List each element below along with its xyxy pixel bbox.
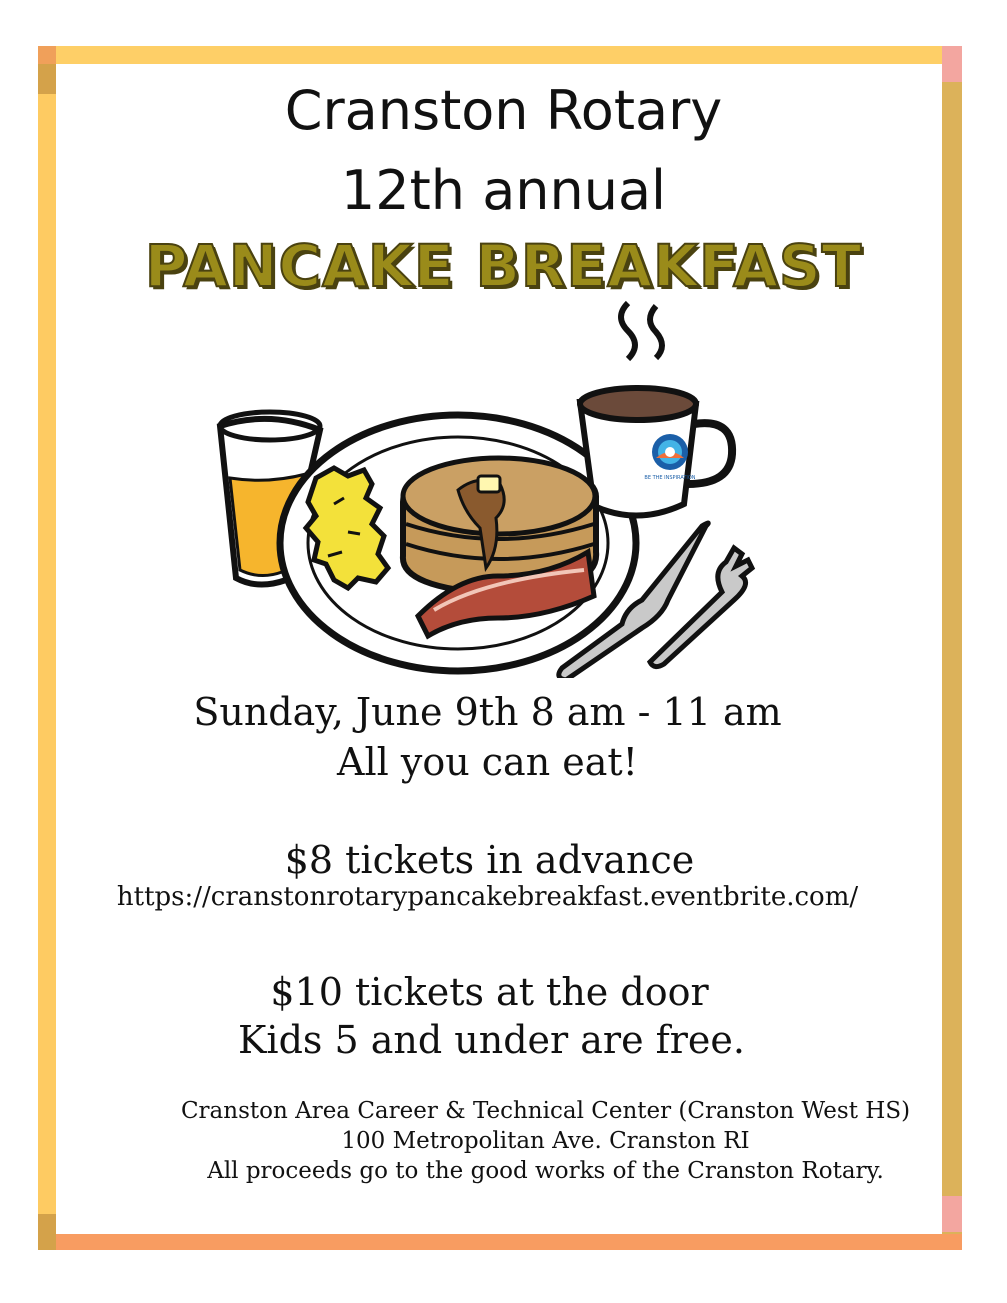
border-left xyxy=(38,46,56,1250)
door-ticket-price: $10 tickets at the door xyxy=(270,970,709,1014)
advance-ticket-price: $8 tickets in advance xyxy=(284,838,695,882)
kids-free-note: Kids 5 and under are free. xyxy=(238,1018,745,1062)
event-headline: PANCAKE BREAKFAST xyxy=(144,232,863,300)
title-organization: Cranston Rotary xyxy=(284,79,723,142)
border-top xyxy=(38,46,962,64)
border-accent xyxy=(38,46,56,64)
event-date-time: Sunday, June 9th 8 am - 11 am xyxy=(193,690,782,734)
venue-address: 100 Metropolitan Ave. Cranston RI xyxy=(341,1128,750,1154)
title-edition: 12th annual xyxy=(340,159,667,222)
venue-name: Cranston Area Career & Technical Center (Cranston West HS) xyxy=(180,1098,911,1124)
proceeds-note: All proceeds go to the good works of the Cranston Rotary. xyxy=(207,1158,884,1184)
border-accent xyxy=(942,1196,962,1232)
border-accent xyxy=(38,1214,56,1250)
border-accent xyxy=(942,46,962,82)
border-bottom xyxy=(38,1234,962,1250)
border-right xyxy=(942,46,962,1250)
coffee-mug-icon xyxy=(580,303,732,516)
all-you-can-eat: All you can eat! xyxy=(337,740,638,784)
breakfast-illustration xyxy=(208,298,768,678)
mug-slogan: BE THE INSPIRATION xyxy=(644,475,696,481)
ticket-url[interactable]: https://cranstonrotarypancakebreakfast.eventbrite.com/ xyxy=(116,882,859,912)
